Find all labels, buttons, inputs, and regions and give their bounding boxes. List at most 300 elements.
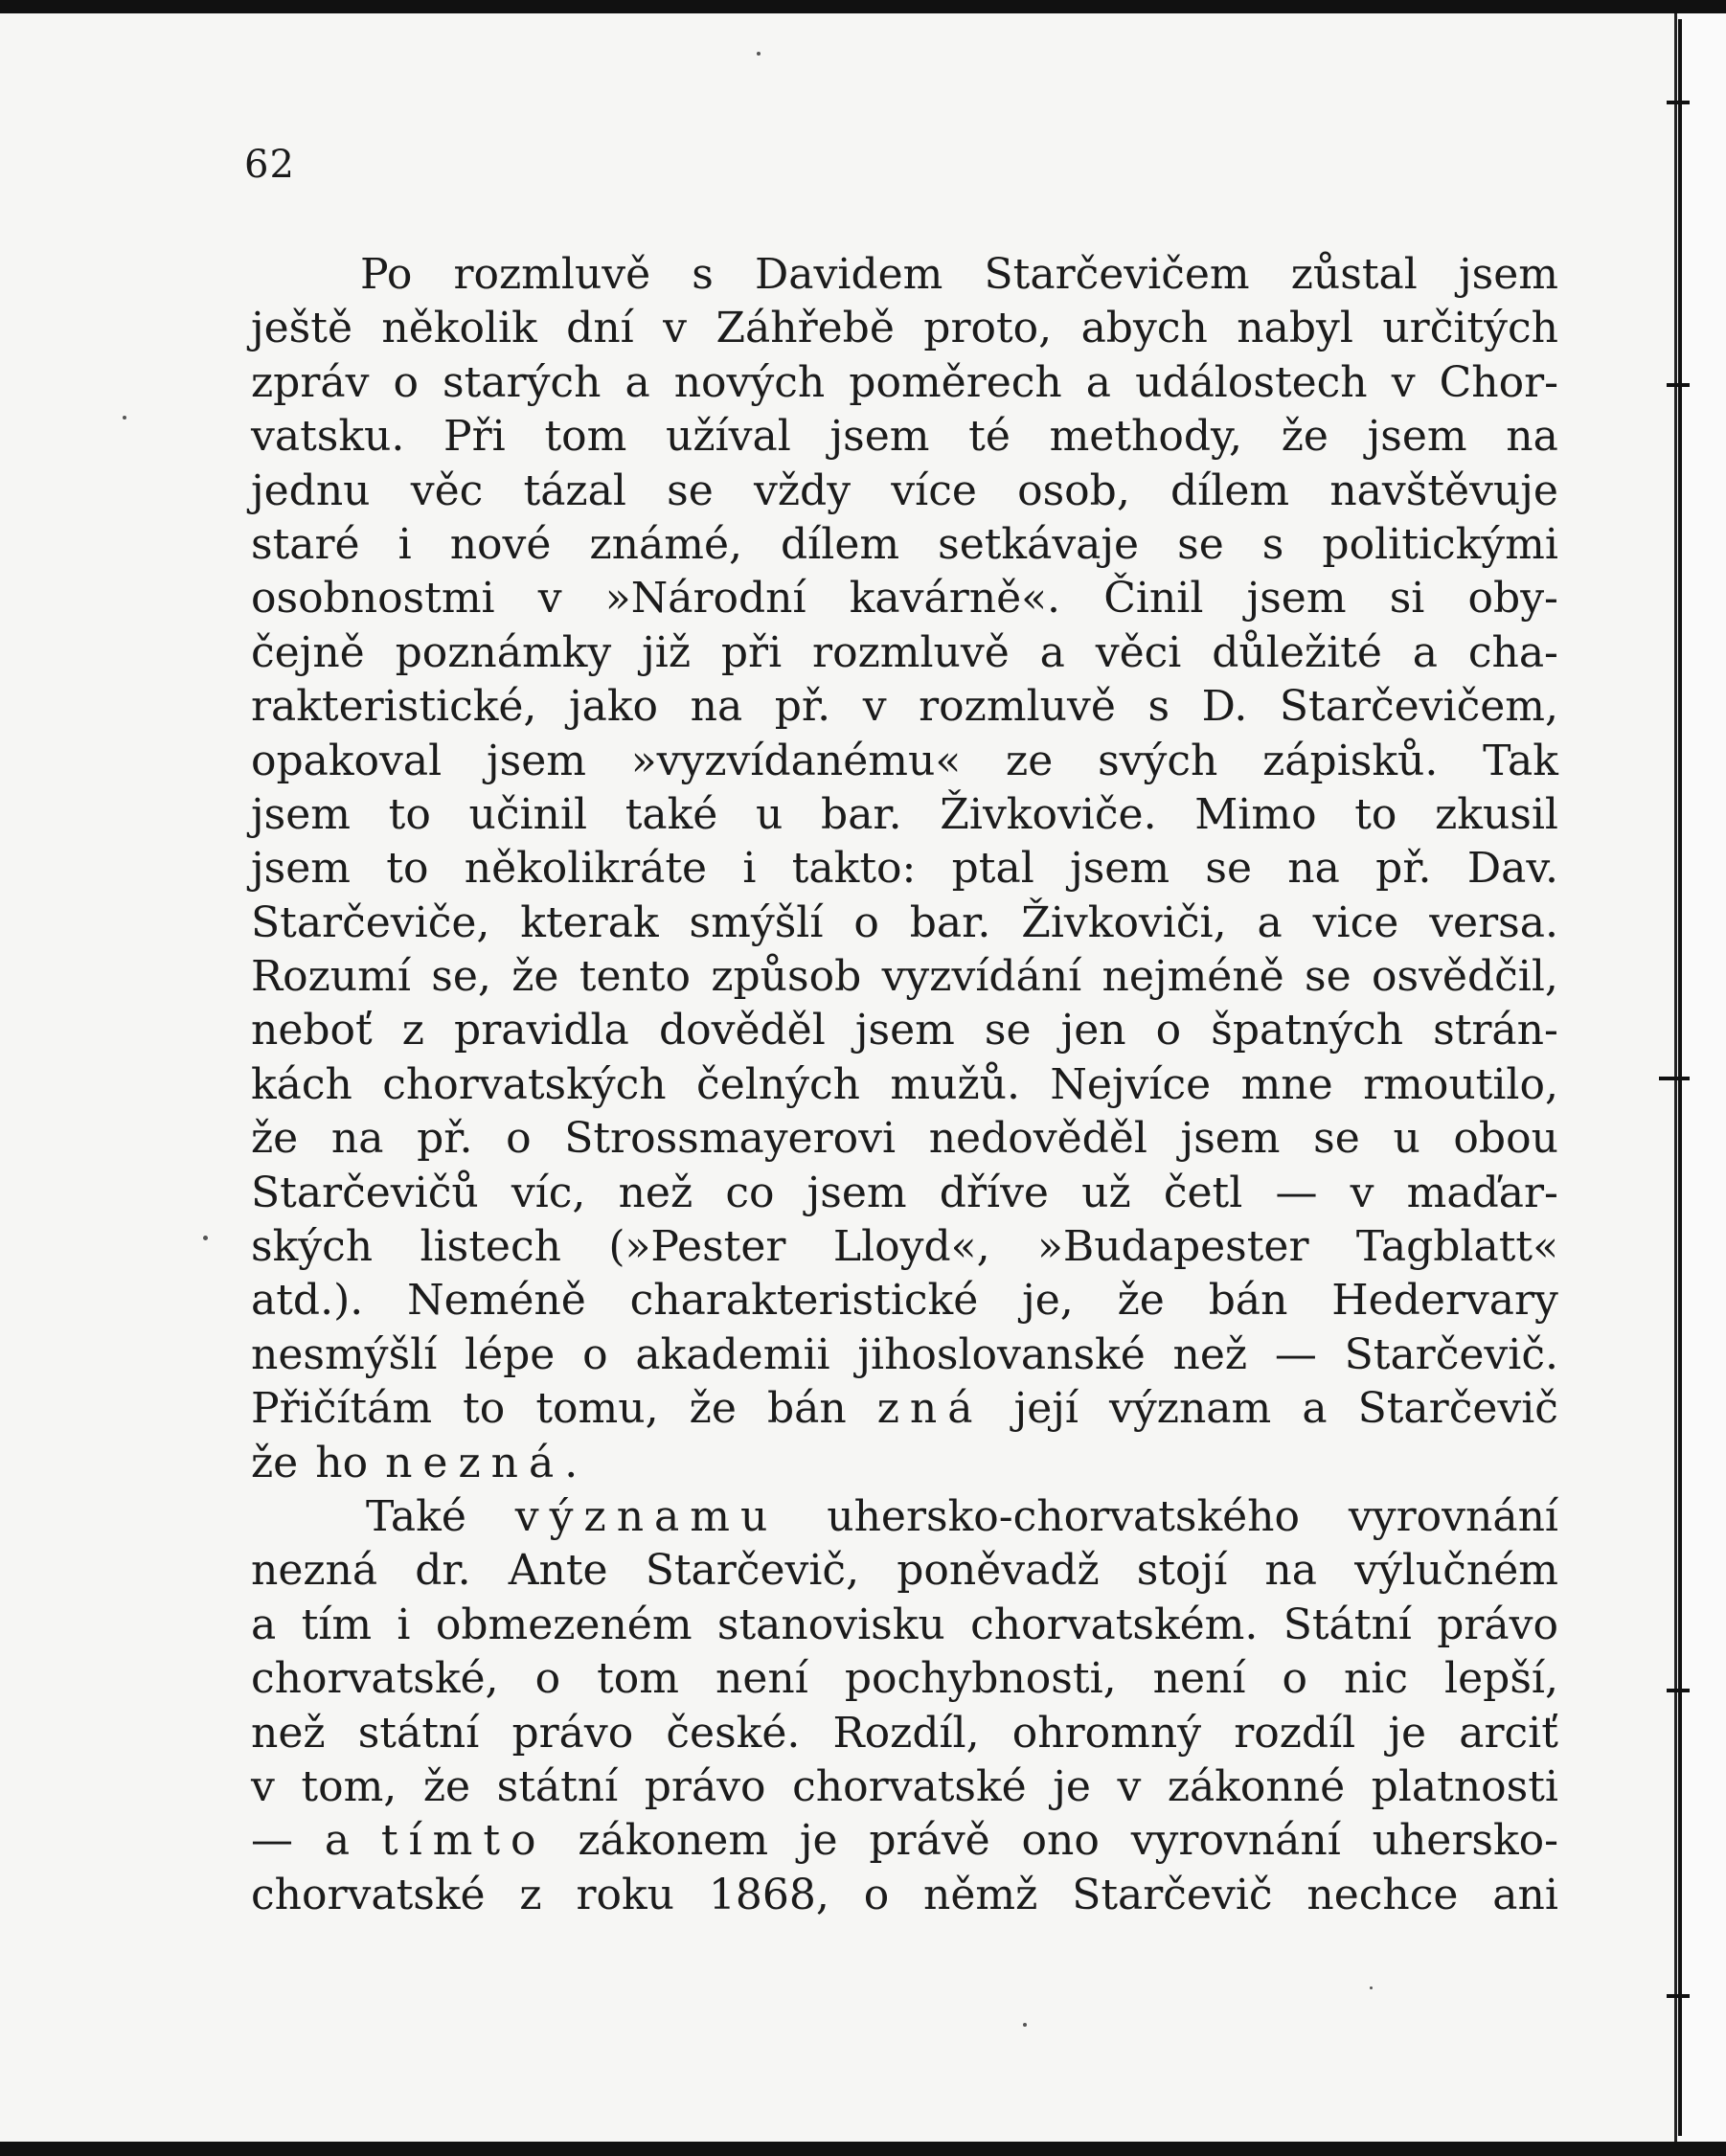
word: bán	[766, 1384, 847, 1434]
text-line	[251, 465, 1558, 518]
word: tím	[301, 1600, 373, 1649]
word: cha-	[1467, 627, 1558, 677]
word: dověděl	[658, 1006, 826, 1055]
word: poněvadž	[897, 1546, 1100, 1596]
word: neboť	[251, 1006, 373, 1055]
word: Nejvíce	[1050, 1059, 1212, 1109]
word: a	[1039, 627, 1065, 677]
word: co	[725, 1168, 775, 1217]
word: stojí	[1136, 1546, 1228, 1596]
word: bar.	[909, 897, 991, 947]
word: mužů.	[890, 1059, 1020, 1109]
word: že	[511, 952, 559, 1002]
word: zkusil	[1435, 789, 1558, 839]
word: pravidla	[454, 1006, 629, 1055]
word: mne	[1240, 1059, 1333, 1109]
word: rozmluvě	[919, 682, 1116, 732]
word: nedověděl	[928, 1114, 1147, 1164]
text-line	[251, 680, 1558, 734]
word: s	[1261, 519, 1284, 569]
body-text	[251, 248, 1558, 1922]
text-line	[251, 1328, 1558, 1382]
edge-tick	[1659, 1077, 1690, 1080]
text-line	[251, 1599, 1558, 1652]
word: maďar-	[1406, 1168, 1558, 1217]
word: uhersko-chorvatského	[827, 1491, 1300, 1541]
word: poměrech	[849, 357, 1062, 407]
text-line	[251, 1760, 1558, 1814]
text-line	[251, 1814, 1558, 1868]
text-line	[251, 518, 1558, 572]
word: zákonem	[578, 1816, 769, 1866]
word: ohromný	[1011, 1708, 1202, 1758]
word: a	[625, 357, 650, 407]
word: arciť	[1459, 1708, 1558, 1758]
word: platnosti	[1371, 1761, 1558, 1811]
word: uhersko-	[1372, 1816, 1558, 1866]
word: ptal	[951, 844, 1034, 894]
word: Tak	[1483, 736, 1558, 785]
word: Při	[443, 412, 506, 462]
word: užíval	[666, 412, 791, 462]
word: že	[689, 1384, 737, 1434]
word: D.	[1201, 682, 1248, 732]
word: právo	[511, 1708, 634, 1758]
word: zákonné	[1167, 1761, 1346, 1811]
word: v	[1391, 357, 1416, 407]
word: a	[1302, 1384, 1328, 1434]
word: v	[537, 574, 562, 624]
book-page	[0, 13, 1677, 2142]
word: jsem	[1070, 844, 1170, 894]
word: s	[1147, 682, 1170, 732]
word: se	[1205, 844, 1252, 894]
word: v	[251, 1761, 275, 1811]
word: opakoval	[251, 736, 443, 785]
word: státní	[496, 1761, 619, 1811]
text-line	[251, 1652, 1558, 1706]
word: Starčevič	[1357, 1384, 1558, 1434]
word: akademii	[635, 1329, 830, 1379]
word: tento	[579, 952, 691, 1002]
word: nesmýšlí	[251, 1329, 438, 1379]
word: tom	[544, 412, 627, 462]
word: př.	[1375, 844, 1432, 894]
word: více	[891, 465, 977, 515]
text-line	[251, 1274, 1558, 1328]
word: navštěvuje	[1329, 465, 1558, 515]
word: Rozumí	[251, 952, 411, 1002]
word: smýšlí	[689, 897, 824, 947]
word: dříve	[939, 1168, 1049, 1217]
word: u	[1393, 1114, 1420, 1164]
word: učinil	[468, 789, 588, 839]
scan-speck	[1370, 1986, 1373, 1989]
scan-speck	[1023, 2023, 1027, 2027]
word: si	[1389, 574, 1425, 624]
word: chorvatské	[251, 1870, 486, 1919]
word: zůstal	[1290, 250, 1418, 299]
word: ho	[315, 1438, 369, 1487]
scan-speck	[203, 1236, 208, 1240]
word: na	[1287, 844, 1340, 894]
word: čejně	[251, 627, 365, 677]
word: na	[330, 1114, 384, 1164]
text-line	[251, 842, 1558, 896]
word: tom,	[301, 1761, 397, 1811]
word: poznámky	[395, 627, 612, 677]
word: osobnostmi	[251, 574, 495, 624]
word: tom	[597, 1654, 679, 1704]
word: jsem	[806, 1168, 907, 1217]
word: chorvatské	[792, 1761, 1027, 1811]
text-line	[251, 626, 1558, 680]
word: charakteristické	[629, 1276, 979, 1326]
word: určitých	[1382, 304, 1558, 353]
word: na	[1506, 412, 1558, 462]
scan-speck	[757, 52, 761, 56]
word: není	[715, 1654, 808, 1704]
word: o	[582, 1329, 608, 1379]
word: abych	[1080, 304, 1208, 353]
word: rozdíl	[1234, 1708, 1356, 1758]
word: je	[1388, 1708, 1427, 1758]
word: osvědčil,	[1372, 952, 1558, 1002]
text-line	[251, 302, 1558, 355]
word: proto,	[923, 304, 1053, 353]
text-line	[251, 735, 1558, 788]
word: věci	[1095, 627, 1182, 677]
word: Také	[366, 1491, 466, 1541]
word: vždy	[753, 465, 852, 515]
text-line	[251, 1112, 1558, 1166]
word: Starčevič	[1072, 1870, 1273, 1919]
word: chorvatských	[382, 1059, 667, 1109]
word: víc,	[511, 1168, 586, 1217]
word: nechce	[1306, 1870, 1459, 1919]
word: a	[324, 1816, 351, 1866]
word: roku	[576, 1870, 674, 1919]
word: Záhřebě	[715, 304, 895, 353]
word: není	[1152, 1654, 1246, 1704]
word: že	[422, 1761, 471, 1811]
word: četl	[1163, 1168, 1243, 1217]
text-line	[251, 1382, 1558, 1436]
word: stanovisku	[716, 1600, 945, 1649]
word: obou	[1453, 1114, 1558, 1164]
word: způsob	[711, 952, 862, 1002]
word: i	[742, 844, 757, 894]
word: Tagblatt«	[1355, 1222, 1558, 1272]
word: o	[1282, 1654, 1307, 1704]
word: zápisků.	[1262, 736, 1439, 785]
word: př.	[774, 682, 831, 732]
word: jsem	[486, 736, 586, 785]
word: zpráv	[251, 357, 370, 407]
word: lepší,	[1444, 1654, 1558, 1704]
word: špatných	[1211, 1006, 1404, 1055]
page-number: 62	[244, 143, 295, 187]
word: kavárně«.	[849, 574, 1061, 624]
word: nových	[673, 357, 826, 407]
word: —	[1274, 1329, 1317, 1379]
text-line	[251, 1058, 1558, 1112]
text-line	[251, 248, 1558, 302]
word: dílem	[781, 519, 900, 569]
word: vyrovnání	[1348, 1491, 1558, 1541]
word: chorvatském.	[970, 1600, 1259, 1649]
word: je	[1053, 1761, 1091, 1811]
word: 1868,	[708, 1870, 829, 1919]
word: to	[463, 1384, 506, 1434]
word: listech	[420, 1222, 561, 1272]
word: již	[642, 627, 692, 677]
word: Ante	[508, 1546, 608, 1596]
word: Rozdíl,	[832, 1708, 980, 1758]
text-line	[251, 896, 1558, 950]
word: vyrovnání	[1130, 1816, 1341, 1866]
word: než	[618, 1168, 693, 1217]
word: chorvatské,	[251, 1654, 499, 1704]
word: —	[251, 1816, 293, 1866]
word: strán-	[1433, 1006, 1558, 1055]
word: nic	[1343, 1654, 1409, 1704]
word: Státní	[1283, 1600, 1412, 1649]
word: z	[401, 1006, 424, 1055]
word: že	[1281, 412, 1329, 462]
word: než	[1172, 1329, 1248, 1379]
text-line	[251, 410, 1558, 464]
word: Po	[360, 250, 413, 299]
word: methody,	[1049, 412, 1243, 462]
word: právo	[644, 1761, 766, 1811]
word: se	[667, 465, 714, 515]
word: atd.).	[251, 1276, 364, 1326]
word: známé,	[589, 519, 742, 569]
word: nabyl	[1237, 304, 1353, 353]
word: němž	[923, 1870, 1038, 1919]
word: (»Pester	[608, 1222, 786, 1272]
edge-tick	[1667, 101, 1690, 104]
emphasized-word: tímto	[380, 1816, 547, 1866]
word: a	[1412, 627, 1438, 677]
word: v	[1117, 1761, 1142, 1811]
word: čelných	[696, 1059, 860, 1109]
word: kách	[251, 1059, 352, 1109]
word: na	[690, 682, 743, 732]
word: rakteristické,	[251, 682, 537, 732]
word: se,	[431, 952, 491, 1002]
word: na	[1264, 1546, 1317, 1596]
word: že	[251, 1438, 299, 1487]
word: nezná	[251, 1546, 378, 1596]
word: o	[506, 1114, 532, 1164]
word: lépe	[465, 1329, 556, 1379]
word: dr.	[415, 1546, 471, 1596]
word: vice	[1312, 897, 1399, 947]
word: důležité	[1212, 627, 1382, 677]
text-line	[251, 950, 1558, 1004]
word: také	[625, 789, 718, 839]
edge-tick	[1667, 1689, 1690, 1692]
word: dní	[566, 304, 634, 353]
word: význam	[1109, 1384, 1272, 1434]
word: vyzvídání	[881, 952, 1082, 1002]
word: Starčevič,	[645, 1546, 860, 1596]
word: Davidem	[755, 250, 943, 299]
word: několik	[381, 304, 537, 353]
edge-tick	[1667, 1994, 1690, 1998]
word: i	[397, 519, 412, 569]
word: —	[1275, 1168, 1318, 1217]
word: právě	[869, 1816, 990, 1866]
word: několikráte	[464, 844, 708, 894]
word: se	[1305, 952, 1351, 1002]
scan-speck	[123, 416, 126, 420]
word: Starčevičem,	[1279, 682, 1558, 732]
word: ze	[1006, 736, 1054, 785]
word: rozmluvě	[812, 627, 1010, 677]
word: bar.	[821, 789, 902, 839]
word: Mimo	[1194, 789, 1317, 839]
text-line	[251, 1437, 1558, 1490]
word: výlučném	[1354, 1546, 1558, 1596]
text-line	[251, 1167, 1558, 1220]
text-line	[251, 1490, 1558, 1544]
word: u	[756, 789, 784, 839]
word: nejméně	[1101, 952, 1284, 1002]
word: než	[251, 1708, 326, 1758]
word: s	[692, 250, 714, 299]
word: staré	[251, 519, 360, 569]
text-line	[251, 1220, 1558, 1274]
word: Živkoviči,	[1021, 897, 1227, 947]
word: v	[663, 304, 688, 353]
word: »Budapester	[1036, 1222, 1309, 1272]
word: takto:	[791, 844, 917, 894]
word: př.	[417, 1114, 473, 1164]
word: o	[853, 897, 879, 947]
word: Starčevič.	[1344, 1329, 1558, 1379]
edge-tick	[1667, 383, 1690, 387]
word: »vyzvídanému«	[630, 736, 962, 785]
word: Lloyd«,	[832, 1222, 990, 1272]
word: o	[393, 357, 420, 407]
word: české.	[666, 1708, 801, 1758]
word: o	[534, 1654, 561, 1704]
word: Starčeviče,	[251, 897, 490, 947]
word: versa.	[1429, 897, 1558, 947]
word: se	[984, 1006, 1032, 1055]
word: jsem	[1367, 412, 1467, 462]
word: oby-	[1467, 574, 1558, 624]
word: jsem	[829, 412, 930, 462]
word: Chor-	[1439, 357, 1558, 407]
word: ských	[251, 1222, 374, 1272]
word: rmoutilo,	[1363, 1059, 1558, 1109]
word: té	[968, 412, 1011, 462]
word: ono	[1021, 1816, 1100, 1866]
text-line	[251, 1707, 1558, 1760]
word: dílem	[1170, 465, 1290, 515]
word: Živkoviče.	[940, 789, 1157, 839]
word: Hedervary	[1331, 1276, 1558, 1326]
word: jsem	[1246, 574, 1347, 624]
word: jako	[569, 682, 659, 732]
word: se	[1313, 1114, 1360, 1164]
word: jsem	[251, 789, 351, 839]
word: jihoslovanské	[857, 1329, 1146, 1379]
emphasized-word: nezná.	[385, 1438, 589, 1487]
word: právo	[1437, 1600, 1558, 1649]
word: to	[388, 789, 431, 839]
word: z	[519, 1870, 542, 1919]
text-line	[251, 356, 1558, 410]
word: o	[863, 1870, 890, 1919]
scan-bottom-border	[0, 2142, 1726, 2156]
word: tázal	[523, 465, 626, 515]
word: starých	[443, 357, 602, 407]
word: v	[862, 682, 887, 732]
word: věc	[410, 465, 484, 515]
word: Neméně	[407, 1276, 586, 1326]
word: jsem	[1458, 250, 1558, 299]
text-line	[251, 788, 1558, 842]
word: rozmluvě	[453, 250, 651, 299]
word: jednu	[251, 465, 371, 515]
word: Starčevičů	[251, 1168, 479, 1217]
word: státní	[357, 1708, 480, 1758]
word: a	[1257, 897, 1283, 947]
word: ještě	[251, 304, 352, 353]
word: nové	[449, 519, 552, 569]
word: Činil	[1103, 574, 1204, 624]
word: obmezeném	[435, 1600, 693, 1649]
word: jsem	[854, 1006, 955, 1055]
emphasized-word: zná	[876, 1384, 984, 1434]
word: a	[251, 1600, 277, 1649]
text-line	[251, 1544, 1558, 1598]
word: jsem	[1180, 1114, 1281, 1164]
word: v	[1350, 1168, 1374, 1217]
word: při	[720, 627, 783, 677]
text-line	[251, 572, 1558, 625]
word: Starčevičem	[984, 250, 1250, 299]
emphasized-word: významu	[514, 1491, 779, 1541]
word: událostech	[1135, 357, 1368, 407]
word: jen	[1060, 1006, 1126, 1055]
word: kterak	[520, 897, 659, 947]
scan-top-border	[0, 0, 1726, 13]
word: vatsku.	[251, 412, 405, 462]
word: osob,	[1017, 465, 1130, 515]
text-line	[251, 1004, 1558, 1057]
word: a	[1085, 357, 1112, 407]
word: tomu,	[535, 1384, 659, 1434]
word: se	[1177, 519, 1224, 569]
word: setkávaje	[938, 519, 1140, 569]
word: svých	[1098, 736, 1218, 785]
word: i	[397, 1600, 411, 1649]
word: »Národní	[604, 574, 806, 624]
word: to	[1354, 789, 1397, 839]
word: je,	[1022, 1276, 1074, 1326]
word: to	[386, 844, 429, 894]
word: je	[799, 1816, 838, 1866]
word: bán	[1208, 1276, 1288, 1326]
word: že	[251, 1114, 299, 1164]
word: ani	[1492, 1870, 1558, 1919]
